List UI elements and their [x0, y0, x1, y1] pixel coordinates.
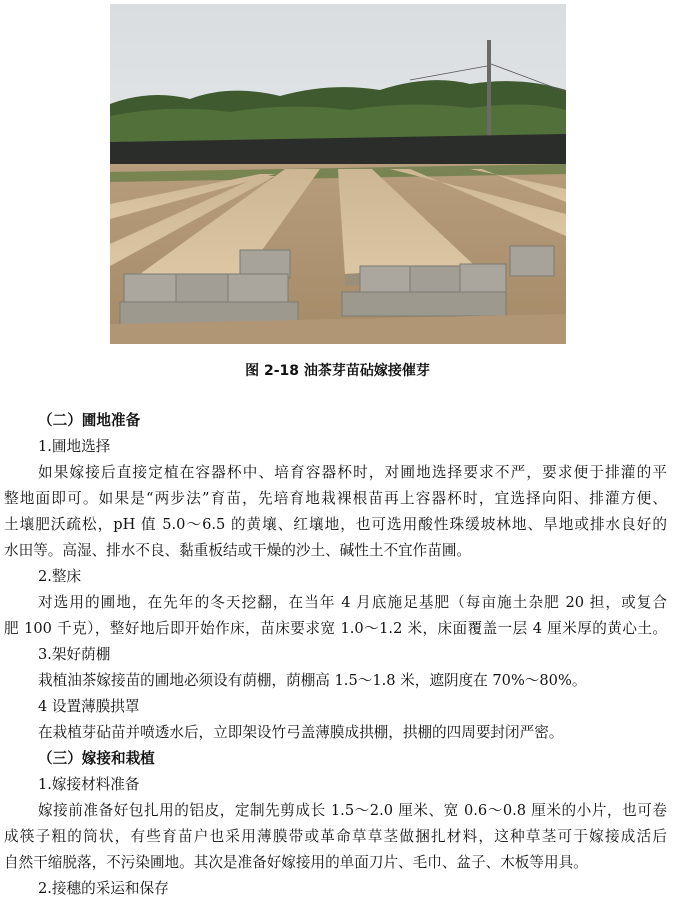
figure-caption: 图 2-18 油茶芽苗砧嫁接催芽 — [245, 363, 430, 379]
paragraph-line: 水田等。高湿、排水不良、黏重板结或干燥的沙土、碱性土不宜作苗圃。 — [4, 542, 472, 559]
section-heading: （二）圃地准备 — [38, 412, 141, 429]
subsection-heading: 4 设置薄膜拱罩 — [38, 698, 140, 715]
paragraph-line: 对选用的圃地，在先年的冬天挖翻，在当年 4 月底施足基肥（每亩施土杂肥 20 担，或复合 — [38, 594, 667, 611]
nursery-photo — [110, 4, 566, 344]
paragraph-line: 自然干缩脱落，不污染圃地。其次是准备好嫁接用的单面刀片、毛巾、盆子、木板等用具。 — [4, 854, 588, 871]
section-heading: （三）嫁接和栽植 — [38, 750, 155, 767]
paragraph-line: 栽植油茶嫁接苗的圃地必须设有荫棚，荫棚高 1.5～1.8 米，遮阴度在 70%～80%。 — [38, 672, 587, 689]
subsection-heading: 2.接穗的采运和保存 — [38, 880, 169, 897]
subsection-heading: 2.整床 — [38, 568, 82, 585]
paragraph-line: 成筷子粗的筒状，有些育苗户也采用薄膜带或革命草草茎做捆扎材料，这种草茎可于嫁接成活后 — [4, 828, 667, 845]
paragraph-line: 肥 100 千克），整好地后即开始作床，苗床要求宽 1.0～1.2 米，床面覆盖一层 4 厘米厚的黄心土。 — [4, 620, 667, 637]
paragraph-line: 在栽植芽砧苗并喷透水后，立即架设竹弓盖薄膜成拱棚，拱棚的四周要封闭严密。 — [38, 724, 564, 741]
paragraph-line: 土壤肥沃疏松，pH 值 5.0～6.5 的黄壤、红壤地，也可选用酸性珠缓坡林地、旱地或排水良好的 — [4, 516, 667, 533]
subsection-heading: 1.嫁接材料准备 — [38, 776, 140, 793]
subsection-heading: 3.架好荫棚 — [38, 646, 111, 663]
subsection-heading: 1.圃地选择 — [38, 438, 111, 455]
paragraph-line: 嫁接前准备好包扎用的铝皮，定制先剪成长 1.5～2.0 厘米、宽 0.6～0.8 厘米的小片，也可卷 — [38, 802, 667, 819]
paragraph-line: 整地面即可。如果是“两步法”育苗，先培育地栽裸根苗再上容器杯时，宜选择向阳、排灌方便、 — [4, 490, 667, 507]
paragraph-line: 如果嫁接后直接定植在容器杯中、培育容器杯时，对圃地选择要求不严，要求便于排灌的平 — [38, 464, 667, 481]
